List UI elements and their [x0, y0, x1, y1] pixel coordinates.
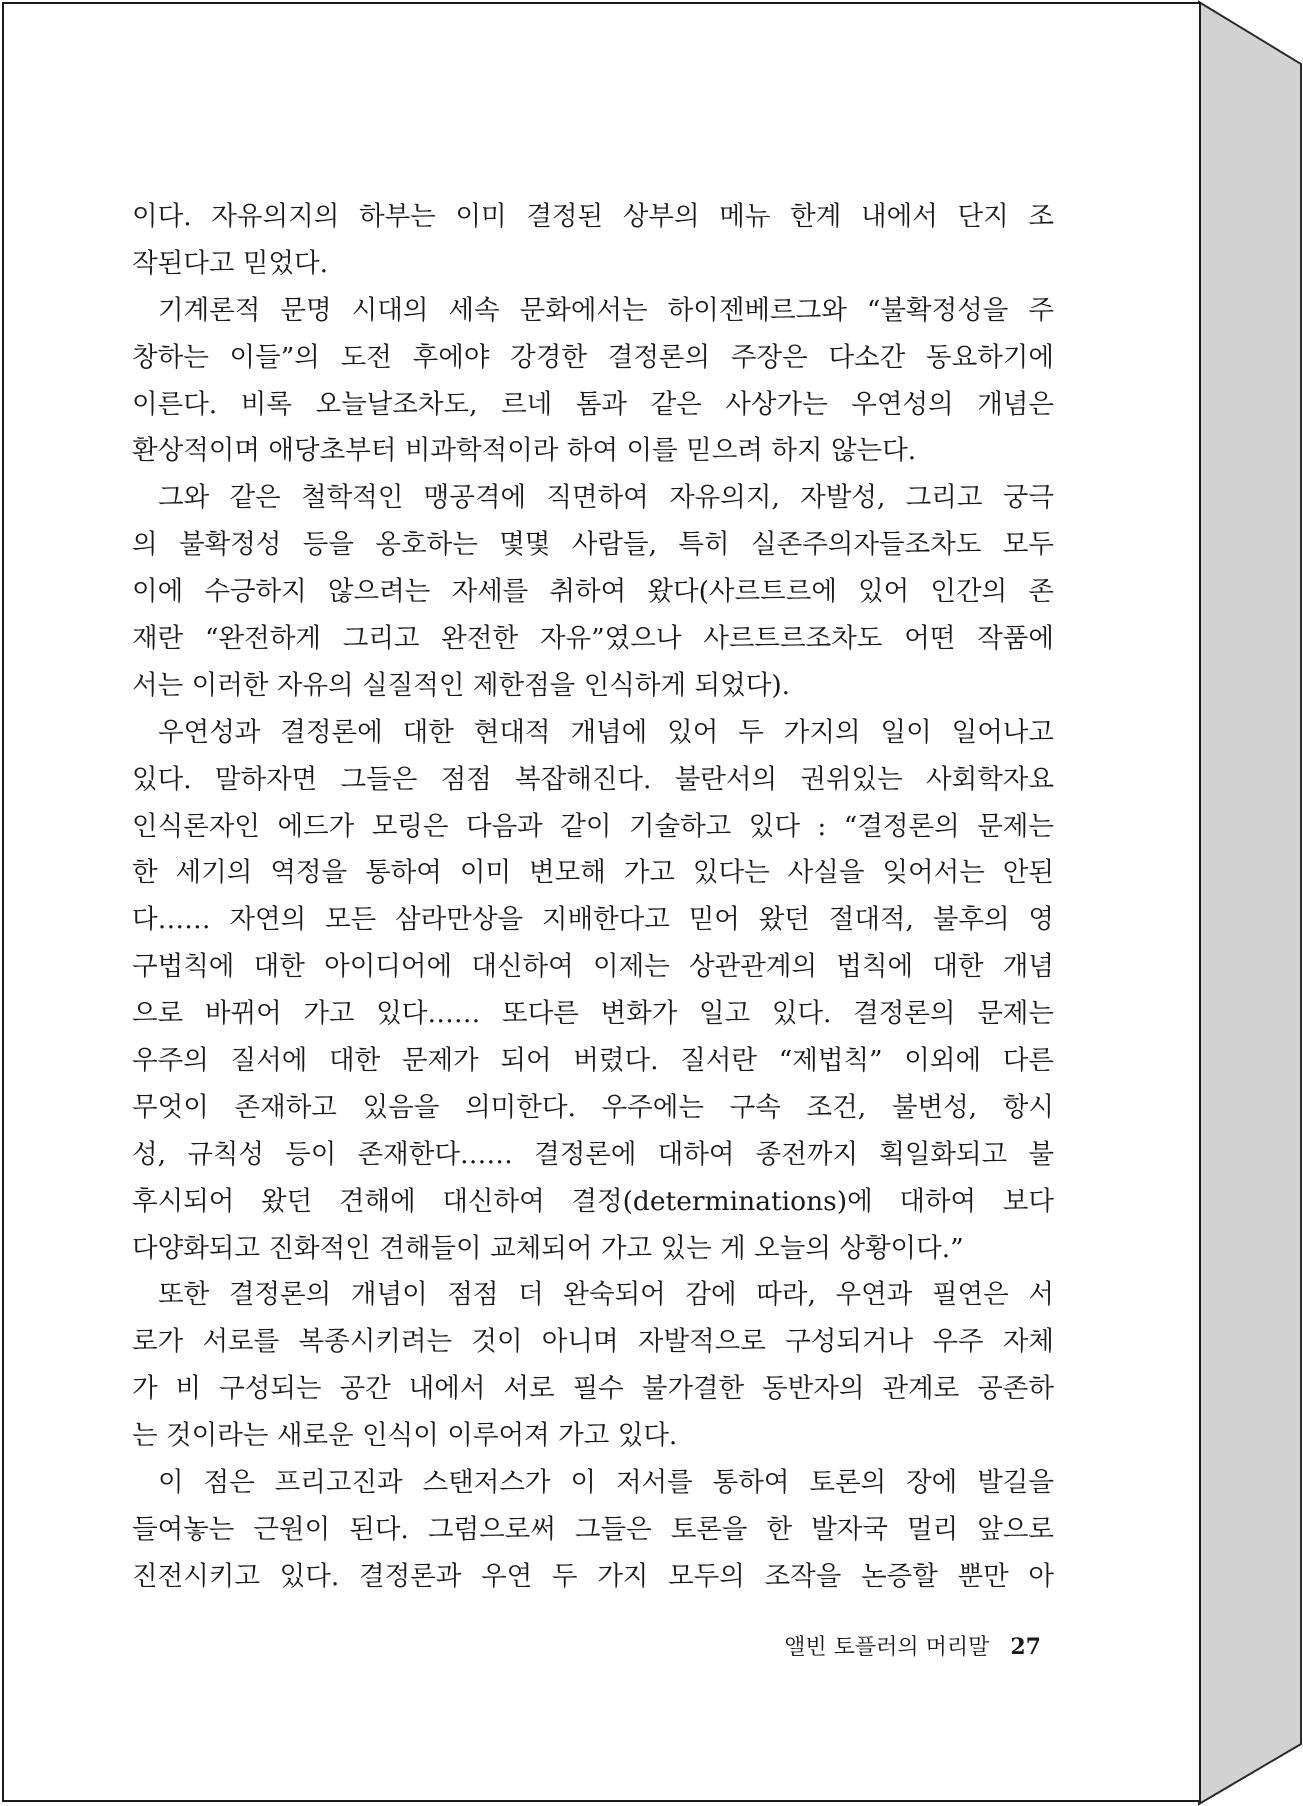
- text-line: 구법칙에 대한 아이디어에 대신하여 이제는 상관관계의 법칙에 대한 개념: [132, 951, 1054, 983]
- text-line: 우연성과 결정론에 대한 현대적 개념에 있어 두 가지의 일이 일어나고: [158, 716, 1054, 748]
- text-line: 환상적이며 애당초부터 비과학적이라 하여 이를 믿으려 하지 않는다.: [132, 435, 917, 467]
- text-line: 이에 수긍하지 않으려는 자세를 취하여 왔다(사르트르에 있어 인간의 존: [132, 576, 1054, 608]
- text-line: 창하는 이들”의 도전 후에야 강경한 결정론의 주장은 다소간 동요하기에: [132, 341, 1054, 373]
- text-line: 또한 결정론의 개념이 점점 더 완숙되어 감에 따라, 우연과 필연은 서: [158, 1279, 1054, 1311]
- text-line: 한 세기의 역정을 통하여 이미 변모해 가고 있다는 사실을 잊어서는 안된: [132, 857, 1054, 889]
- running-footer: [784, 1630, 1041, 1661]
- text-line: 무엇이 존재하고 있음을 의미한다. 우주에는 구속 조건, 불변성, 항시: [132, 1091, 1054, 1123]
- text-line: 있다. 말하자면 그들은 점점 복잡해진다. 불란서의 권위있는 사회학자요: [132, 763, 1054, 795]
- text-line: 후시되어 왔던 견해에 대신하여 결정(determinations)에 대하여 보다: [132, 1185, 1054, 1217]
- text-line: 재란 “완전하게 그리고 완전한 자유”였으나 사르트르조차도 어떤 작품에: [132, 623, 1054, 655]
- text-line: 가 비 구성되는 공간 내에서 서로 필수 불가결한 동반자의 관계로 공존하: [132, 1373, 1054, 1405]
- running-title: 앨빈 토플러의 머리말: [784, 1635, 990, 1660]
- text-line: 우주의 질서에 대한 문제가 되어 버렸다. 질서란 “제법칙” 이외에 다른: [132, 1045, 1054, 1077]
- text-line: 다…… 자연의 모든 삼라만상을 지배한다고 믿어 왔던 절대적, 불후의 영: [132, 904, 1054, 936]
- page-number: 27: [1010, 1634, 1041, 1660]
- text-line: 는 것이라는 새로운 인식이 이루어져 가고 있다.: [132, 1420, 678, 1452]
- book-page: [2, 2, 1201, 1802]
- text-line: 의 불확정성 등을 옹호하는 몇몇 사람들, 특히 실존주의자들조차도 모두: [132, 529, 1054, 561]
- text-line: 서는 이러한 자유의 실질적인 제한점을 인식하게 되었다).: [132, 669, 791, 701]
- text-line: 진전시키고 있다. 결정론과 우연 두 가지 모두의 조작을 논증할 뿐만 아: [132, 1560, 1054, 1592]
- text-line: 으로 바뀌어 가고 있다…… 또다른 변화가 일고 있다. 결정론의 문제는: [132, 998, 1054, 1030]
- text-line: 인식론자인 에드가 모링은 다음과 같이 기술하고 있다 : “결정론의 문제는: [132, 810, 1054, 842]
- text-line: 들여놓는 근원이 된다. 그럼으로써 그들은 토론을 한 발자국 멀리 앞으로: [132, 1513, 1054, 1545]
- text-line: 로가 서로를 복종시키려는 것이 아니며 자발적으로 구성되거나 우주 자체: [132, 1326, 1054, 1358]
- text-line: 이다. 자유의지의 하부는 이미 결정된 상부의 메뉴 한계 내에서 단지 조: [132, 201, 1054, 232]
- text-line: 작된다고 믿었다.: [132, 247, 329, 279]
- body-text: [132, 194, 1054, 1601]
- text-line: 성, 규칙성 등이 존재한다…… 결정론에 대하여 종전까지 획일화되고 불: [132, 1138, 1054, 1170]
- book-edge-shape: [1199, 2, 1301, 1804]
- text-line: 이 점은 프리고진과 스탠저스가 이 저서를 통하여 토론의 장에 발길을: [158, 1467, 1054, 1499]
- text-line: 다양화되고 진화적인 견해들이 교체되어 가고 있는 게 오늘의 상황이다.”: [132, 1232, 964, 1264]
- text-line: 그와 같은 철학적인 맹공격에 직면하여 자유의지, 자발성, 그리고 궁극: [158, 482, 1054, 514]
- text-line: 기계론적 문명 시대의 세속 문화에서는 하이젠베르그와 “불확정성을 주: [158, 294, 1054, 326]
- text-line: 이른다. 비록 오늘날조차도, 르네 톰과 같은 사상가는 우연성의 개념은: [132, 388, 1054, 420]
